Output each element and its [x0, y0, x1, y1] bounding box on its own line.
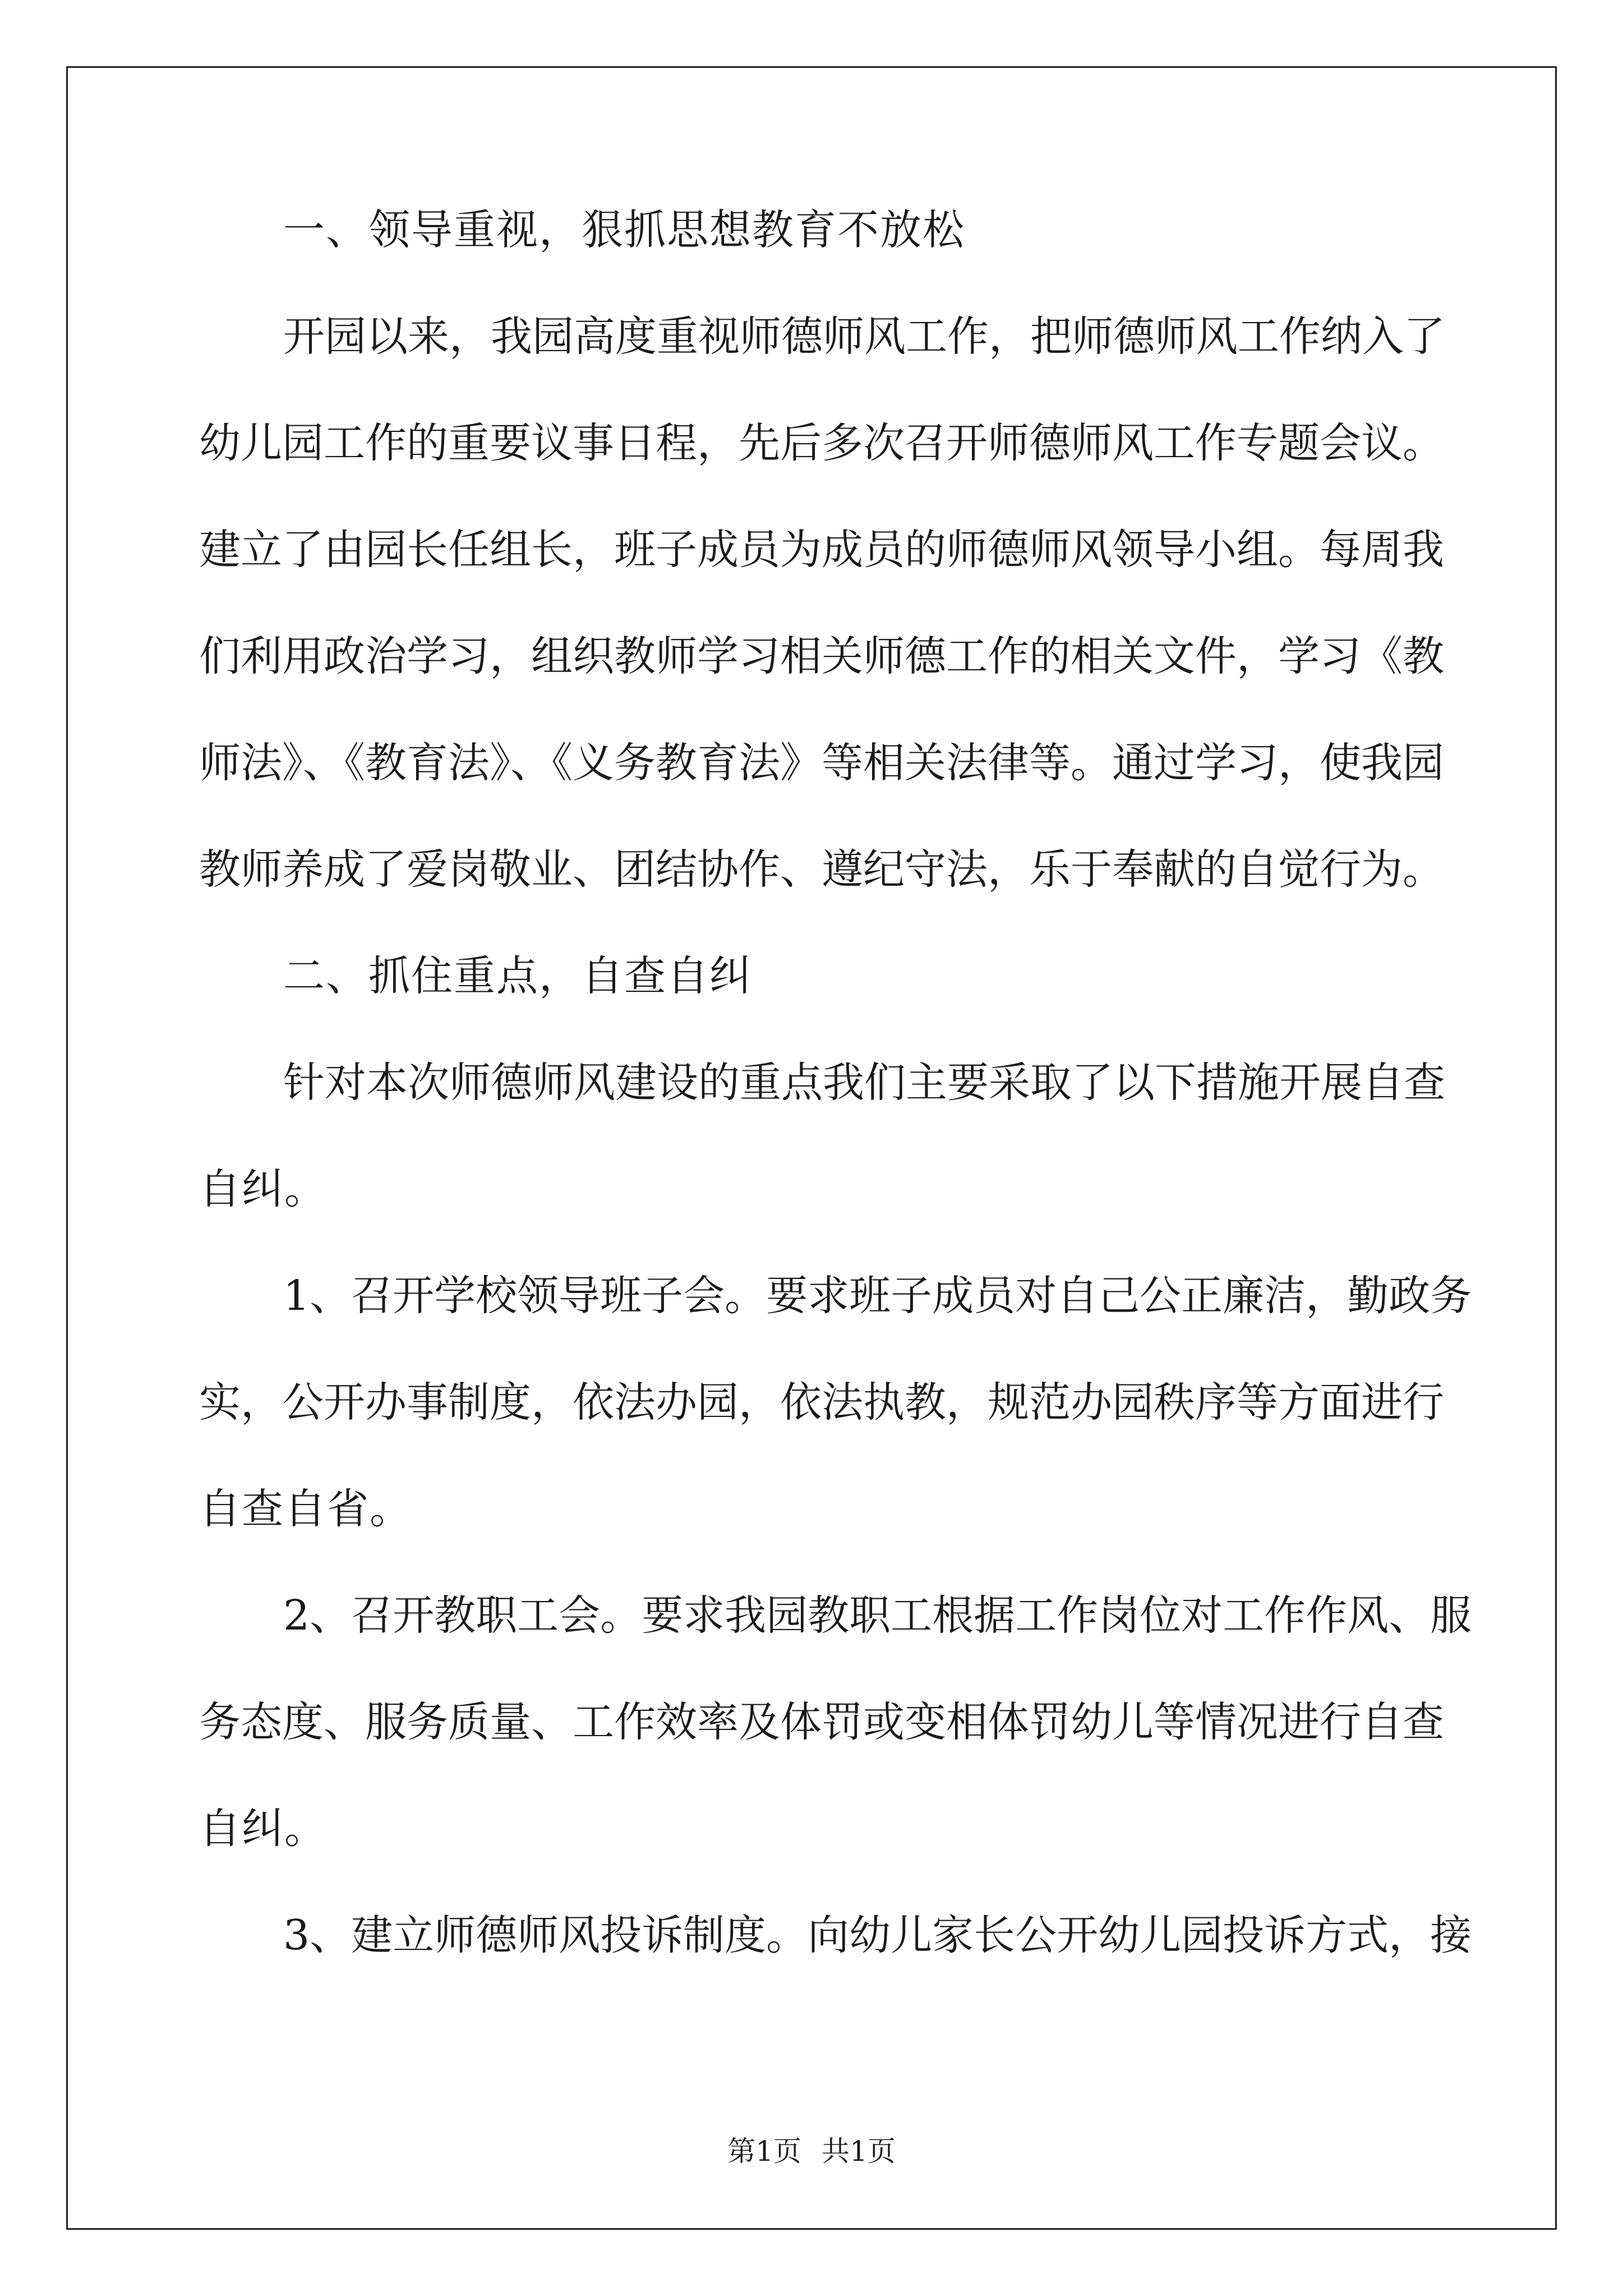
heading-section-2: 二、抓住重点，自查自纠	[283, 952, 752, 1000]
paragraph-line: 自查自省。	[199, 1485, 412, 1533]
paragraph-line: 幼儿园工作的重要议事日程，先后多次召开师德师风工作专题会议。	[199, 419, 1444, 467]
paragraph-line: 自纠。	[199, 1165, 327, 1213]
list-item-1: 1、召开学校领导班子会。要求班子成员对自己公正廉洁，勤政务	[283, 1272, 1472, 1320]
paragraph-line: 开园以来，我园高度重视师德师风工作，把师德师风工作纳入了	[283, 312, 1445, 361]
list-item-2: 2、召开教职工会。要求我园教职工根据工作岗位对工作作风、服	[283, 1591, 1472, 1640]
page-number-total: 共1页	[822, 2135, 896, 2168]
paragraph-line: 建立了由园长任组长，班子成员为成员的师德师风领导小组。每周我	[199, 526, 1444, 574]
paragraph-line: 针对本次师德师风建设的重点我们主要采取了以下措施开展自查	[283, 1059, 1445, 1107]
heading-section-1: 一、领导重视，狠抓思想教育不放松	[283, 206, 965, 254]
paragraph-line: 们利用政治学习，组织教师学习相关师德工作的相关文件，学习《教	[199, 632, 1444, 680]
paragraph-line: 师法》、《教育法》、《义务教育法》等相关法律等。通过学习，使我园	[199, 739, 1444, 787]
page-footer	[0, 2134, 1623, 2168]
page-number-current: 第1页	[727, 2135, 801, 2168]
page-border	[66, 66, 1557, 2230]
paragraph-line: 教师养成了爱岗敬业、团结协作、遵纪守法，乐于奉献的自觉行为。	[199, 845, 1444, 894]
paragraph-line: 自纠。	[199, 1805, 327, 1853]
list-item-3: 3、建立师德师风投诉制度。向幼儿家长公开幼儿园投诉方式，接	[283, 1911, 1472, 1959]
paragraph-line: 务态度、服务质量、工作效率及体罚或变相体罚幼儿等情况进行自查	[199, 1698, 1444, 1746]
paragraph-line: 实，公开办事制度，依法办园，依法执教，规范办园秩序等方面进行	[199, 1378, 1444, 1427]
